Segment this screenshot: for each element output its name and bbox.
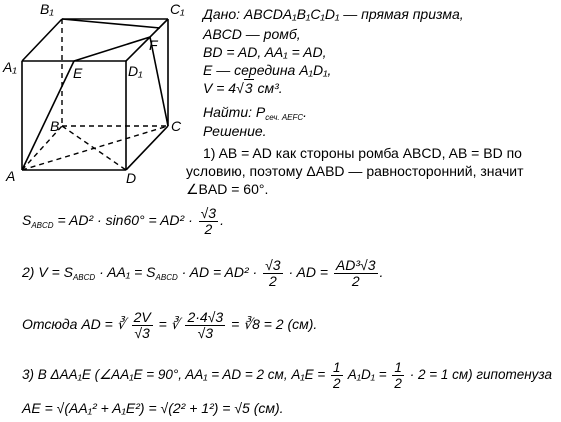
given-line-1: Дано: ABCDA₁B₁C₁D₁ — прямая призма, [203, 6, 464, 22]
step1-line-1: 1) AB = AD как стороны ромба ABCD, AB = BD по [203, 145, 522, 161]
step3-fraction-2 [392, 360, 404, 391]
label-A: A [6, 168, 16, 184]
label-B: B [50, 118, 60, 134]
label-C1: C₁ [170, 1, 185, 17]
edge-B1A1 [22, 19, 62, 61]
ad-fraction-2 [185, 310, 225, 341]
ad-frac1-den: √3 [134, 325, 150, 341]
label-C: C [171, 118, 182, 134]
diag-B1D1 [62, 19, 160, 28]
label-A1: A₁ [3, 59, 17, 75]
label-D1: D₁ [128, 63, 143, 79]
step3-frac1-num: 1 [332, 360, 341, 375]
hidden-BD [62, 126, 126, 170]
given-line-2: ABCD — ромб, [203, 26, 301, 42]
step3-frac2-den: 2 [394, 376, 402, 391]
vol-fraction-1 [263, 258, 282, 289]
area-fraction [199, 206, 218, 237]
ae-formula: AE = √(AA₁² + A₁E²) = √(2² + 1²) = √5 (см). [22, 400, 284, 416]
vol-frac2-den: 2 [351, 273, 360, 289]
given-volume-unit: см³. [253, 80, 283, 96]
given-volume-text: V = 4 [203, 80, 237, 96]
label-F: F [149, 37, 158, 53]
section-AE [22, 61, 74, 170]
step3-pre: 3) В ΔAA₁E (∠AA₁E = 90°, AA₁ = AD = 2 см, A₁E = [22, 367, 326, 383]
find-end: . [303, 104, 308, 120]
vol-part-a: 2) V = S [22, 264, 73, 281]
label-B1: B₁ [40, 1, 54, 17]
sqrt-sign: √ [236, 80, 244, 96]
vol-frac2-num: AD³√3 [335, 257, 376, 273]
find-text: Найти: P [203, 104, 266, 120]
vol-frac1-num: √3 [265, 257, 281, 273]
area-lhs-sub: ABCD [31, 221, 54, 231]
area-lhs: S [22, 212, 32, 229]
step3-end: · 2 = 1 см) гипотенуза [409, 367, 553, 383]
step3-fraction-1 [331, 360, 343, 391]
label-E: E [73, 65, 83, 81]
ad-frac1-num: 2V [133, 309, 151, 325]
area-end: . [220, 212, 224, 229]
find-subscript: сеч. AEFC [265, 113, 304, 122]
vol-fraction-2 [334, 258, 378, 289]
area-formula [22, 206, 224, 237]
ad-mid: = ∛ [158, 316, 180, 333]
given-line-3: BD = AD, AA₁ = AD, [203, 44, 327, 60]
ad-frac2-num: 2·4√3 [187, 309, 224, 325]
vol-part-c: · AD = AD² · [177, 264, 258, 281]
label-D: D [126, 170, 137, 185]
area-frac-den: 2 [204, 221, 213, 237]
ad-formula [22, 310, 317, 341]
ad-frac2-den: √3 [197, 325, 214, 341]
area-mid: = AD² · sin60° = AD² · [53, 212, 193, 229]
given-volume [203, 80, 283, 96]
step1-line-2: условию, поэтому ΔABD — равносторонний, значит [186, 163, 524, 179]
area-frac-num: √3 [200, 205, 217, 221]
step1-line-3: ∠BAD = 60°. [186, 181, 269, 197]
given-volume-radicand: 3 [244, 80, 253, 96]
given-line-4: E — середина A₁D₁, [203, 62, 332, 78]
ad-end: = ∛8 = 2 (см). [231, 316, 318, 333]
vol-part-b: · AA₁ = S [95, 264, 156, 281]
step3-frac2-num: 1 [394, 360, 402, 375]
solution-heading: Решение. [203, 123, 267, 139]
step3-frac1-den: 2 [332, 376, 341, 391]
step3-mid: A₁D₁ = [347, 367, 387, 383]
prism-diagram [0, 0, 200, 185]
vol-sub-b: ABCD [155, 273, 178, 283]
ad-pre: Отсюда AD = ∛ [22, 316, 126, 333]
vol-sub-a: ABCD [72, 273, 96, 283]
step3-line [22, 360, 552, 391]
ad-fraction-1 [132, 310, 153, 341]
vol-frac1-den: 2 [268, 273, 277, 289]
volume-formula [22, 258, 383, 289]
vol-end: . [379, 264, 384, 281]
vol-part-d: · AD = [288, 264, 329, 281]
